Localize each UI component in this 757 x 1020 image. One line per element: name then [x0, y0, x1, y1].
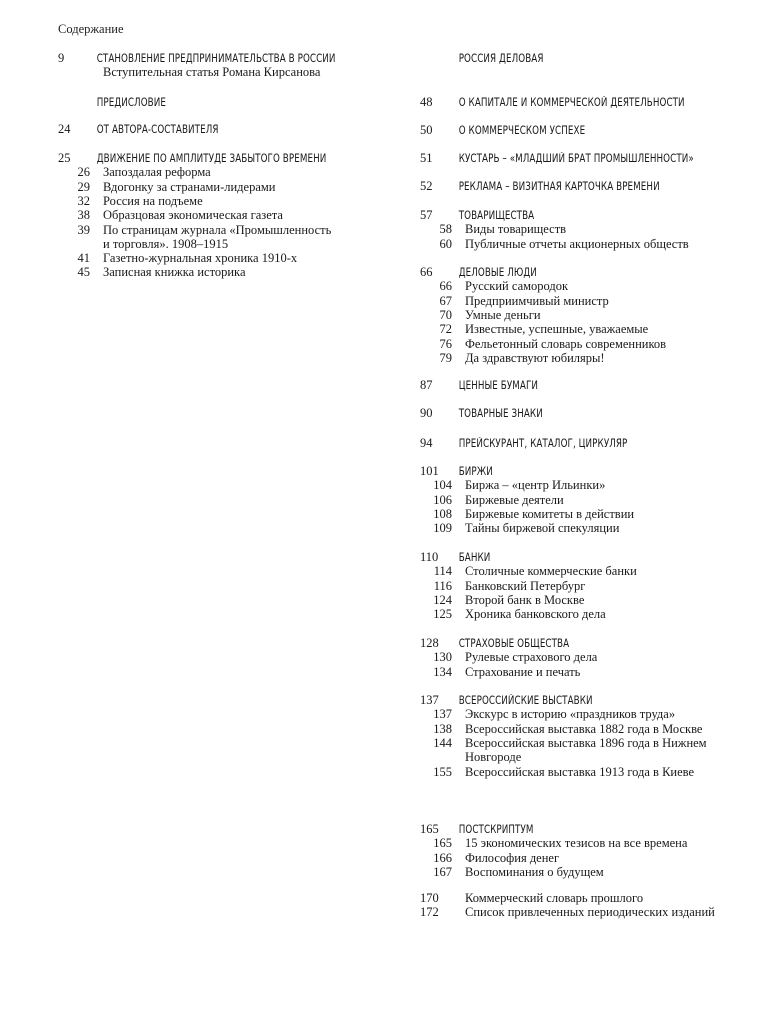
entry-title: Биржа – «центр Ильинки» [465, 478, 606, 493]
entry-title: Записная книжка историка [103, 265, 246, 280]
page-number: 70 [439, 307, 452, 322]
toc-entry [420, 478, 757, 492]
toc-entry [420, 493, 757, 507]
page-number: 137 [420, 693, 439, 707]
page-number: 114 [433, 564, 452, 579]
section-subtitle [58, 65, 320, 79]
entry-title: По страницам журнала «Промышленность [103, 222, 332, 237]
entry-title-continued: и торговля». 1908–1915 [103, 236, 229, 251]
toc-entry-continuation [420, 750, 521, 764]
page-number: 137 [433, 707, 452, 722]
page-number: 58 [439, 222, 452, 237]
entry-title: Биржевые комитеты в действии [465, 506, 635, 521]
toc-section-heading [420, 123, 757, 138]
toc-entry [58, 223, 398, 237]
toc-section-heading [420, 406, 757, 421]
entry-title: Образцовая экономическая газета [103, 208, 283, 223]
entry-title: Коммерческий словарь прошлого [465, 891, 644, 905]
entry-title: Предприимчивый министр [465, 293, 609, 308]
toc-entry [420, 507, 757, 521]
section-title: ПРЕДИСЛОВИЕ [96, 96, 166, 109]
entry-title: 15 экономических тезисов на все времена [465, 836, 688, 851]
page-number: 87 [420, 378, 433, 392]
page-number: 25 [58, 151, 71, 165]
section-title: РОССИЯ ДЕЛОВАЯ [458, 52, 544, 65]
toc-entry [420, 851, 757, 865]
entry-title: Фельетонный словарь современников [465, 336, 667, 351]
page-number: 94 [420, 436, 433, 450]
entry-title: Русский самородок [465, 279, 569, 294]
page-number: 128 [420, 636, 439, 650]
toc-entry [420, 351, 757, 365]
section-title: ДЕЛОВЫЕ ЛЮДИ [458, 266, 537, 279]
section-title: ДВИЖЕНИЕ ПО АМПЛИТУДЕ ЗАБЫТОГО ВРЕМЕНИ [96, 152, 327, 165]
page-number: 104 [433, 478, 452, 493]
toc-section-heading [420, 464, 757, 479]
page-title: Содержание [58, 22, 124, 36]
section-title: О КОММЕРЧЕСКОМ УСПЕХЕ [458, 124, 586, 137]
entry-title: Публичные отчеты акционерных обществ [465, 236, 689, 251]
section-title: О КАПИТАЛЕ И КОММЕРЧЕСКОЙ ДЕЯТЕЛЬНОСТИ [458, 96, 685, 109]
entry-title: Воспоминания о будущем [465, 864, 604, 879]
page-number: 101 [420, 464, 439, 478]
page-number: 144 [433, 735, 452, 750]
section-title: ПРЕЙСКУРАНТ, КАТАЛОГ, ЦИРКУЛЯР [458, 437, 628, 450]
entry-title: Экскурс в историю «праздников труда» [465, 707, 676, 722]
page-number: 67 [439, 293, 452, 308]
page-number: 45 [77, 265, 90, 280]
page-number: 66 [439, 279, 452, 294]
page-number: 72 [439, 322, 452, 337]
section-title: КУСТАРЬ – «МЛАДШИЙ БРАТ ПРОМЫШЛЕННОСТИ» [458, 152, 694, 165]
toc-entry [420, 865, 757, 879]
toc-entry [420, 579, 757, 593]
toc-section-heading [420, 95, 757, 110]
entry-title: Хроника банковского дела [465, 607, 606, 622]
toc-section-heading [58, 95, 398, 110]
toc-entry [420, 607, 757, 621]
page-number: 50 [420, 123, 433, 137]
entry-title: Вдогонку за странами-лидерами [103, 179, 276, 194]
page-number: 109 [433, 521, 452, 536]
toc-entry [58, 208, 398, 222]
page-number: 24 [58, 122, 71, 136]
toc-entry [420, 337, 757, 351]
toc-entry-continuation [58, 237, 228, 251]
toc-entry [58, 194, 398, 208]
page-number: 165 [420, 822, 439, 836]
page-number: 125 [433, 607, 452, 622]
page-number: 66 [420, 265, 433, 279]
toc-section-heading [58, 122, 398, 137]
toc-entry [58, 180, 398, 194]
entry-title: Да здравствуют юбиляры! [465, 350, 605, 365]
section-title: ВСЕРОССИЙСКИЕ ВЫСТАВКИ [458, 694, 593, 707]
toc-entry [58, 265, 398, 279]
entry-title: Запоздалая реформа [103, 165, 211, 180]
toc-entry [58, 165, 398, 179]
entry-title: Умные деньги [465, 307, 541, 322]
toc-section-heading [420, 436, 757, 451]
page-number: 167 [433, 864, 452, 879]
section-title: РЕКЛАМА – ВИЗИТНАЯ КАРТОЧКА ВРЕМЕНИ [458, 180, 660, 193]
page-number: 165 [433, 836, 452, 851]
entry-title: Газетно-журнальная хроника 1910-х [103, 251, 298, 266]
entry-title: Россия на подъеме [103, 193, 203, 208]
page-number: 124 [433, 592, 452, 607]
section-title: ПОСТСКРИПТУМ [458, 823, 534, 836]
entry-title: Банковский Петербург [465, 578, 586, 593]
page-number: 134 [433, 664, 452, 679]
toc-section-heading [58, 51, 398, 66]
page-number: 90 [420, 406, 433, 420]
page-number: 29 [77, 179, 90, 194]
page-number: 170 [420, 891, 439, 905]
toc-section-heading [420, 179, 757, 194]
toc-entry [420, 722, 757, 736]
page-number: 172 [420, 905, 439, 920]
page-number: 166 [433, 850, 452, 865]
page-number: 52 [420, 179, 433, 193]
page-number: 155 [433, 764, 452, 779]
page-number: 108 [433, 506, 452, 521]
entry-title: Философия денег [465, 850, 560, 865]
page-number: 130 [433, 650, 452, 665]
toc-entry [420, 707, 757, 721]
toc-entry [420, 891, 757, 905]
toc-entry [420, 564, 757, 578]
toc-section-heading [420, 550, 757, 565]
toc-section-heading [420, 151, 757, 166]
section-title: СТРАХОВЫЕ ОБЩЕСТВА [458, 637, 570, 650]
toc-section-heading [420, 208, 757, 223]
toc-section-heading [420, 378, 757, 393]
toc-section-heading [420, 265, 757, 280]
toc-entry [420, 650, 757, 664]
page-number: 39 [77, 222, 90, 237]
toc-entry [420, 736, 757, 750]
section-title: ТОВАРНЫЕ ЗНАКИ [458, 407, 543, 420]
toc-entry [420, 765, 757, 779]
page-number: 106 [433, 492, 452, 507]
entry-title: Второй банк в Москве [465, 592, 585, 607]
toc-section-heading [420, 51, 757, 66]
entry-title: Всероссийская выставка 1896 года в Нижнем [465, 735, 707, 750]
entry-title-continued: Новгороде [465, 750, 522, 765]
page-number: 48 [420, 95, 433, 109]
section-title: ТОВАРИЩЕСТВА [458, 209, 535, 222]
subtitle-text: Вступительная статья Романа Кирсанова [103, 65, 321, 80]
toc-entry [420, 836, 757, 850]
page-number: 26 [77, 165, 90, 180]
page-number: 38 [77, 208, 90, 223]
entry-title: Тайны биржевой спекуляции [465, 521, 620, 536]
page-number: 79 [439, 350, 452, 365]
entry-title: Список привлеченных периодических изданий [465, 905, 715, 920]
entry-title: Биржевые деятели [465, 492, 564, 507]
entry-title: Известные, успешные, уважаемые [465, 322, 649, 337]
toc-entry [420, 665, 757, 679]
toc-entry [420, 308, 757, 322]
toc-entry [420, 237, 757, 251]
section-title: ОТ АВТОРА-СОСТАВИТЕЛЯ [96, 123, 219, 136]
toc-entry [420, 905, 757, 919]
page-number: 51 [420, 151, 433, 165]
toc-section-heading [58, 151, 398, 166]
page-number: 41 [77, 251, 90, 266]
section-title: СТАНОВЛЕНИЕ ПРЕДПРИНИМАТЕЛЬСТВА В РОССИИ [96, 52, 336, 65]
toc-entry [420, 322, 757, 336]
entry-title: Страхование и печать [465, 664, 581, 679]
toc-entry [58, 251, 398, 265]
toc-entry [420, 294, 757, 308]
page-number: 110 [420, 550, 439, 564]
toc-entry [420, 593, 757, 607]
page-number: 32 [77, 193, 90, 208]
page-number: 138 [433, 721, 452, 736]
page-number: 76 [439, 336, 452, 351]
entry-title: Всероссийская выставка 1882 года в Москве [465, 721, 703, 736]
toc-entry [420, 521, 757, 535]
toc-entry [420, 279, 757, 293]
toc-entry [420, 222, 757, 236]
entry-title: Рулевые страхового дела [465, 650, 598, 665]
entry-title: Виды товариществ [465, 222, 567, 237]
toc-section-heading [420, 636, 757, 651]
page-number: 116 [433, 578, 452, 593]
section-title: ЦЕННЫЕ БУМАГИ [458, 379, 539, 392]
page-number: 60 [439, 236, 452, 251]
page-number: 9 [58, 51, 65, 65]
entry-title: Всероссийская выставка 1913 года в Киеве [465, 764, 695, 779]
toc-section-heading [420, 693, 757, 708]
toc-section-heading [420, 822, 757, 837]
section-title: БАНКИ [458, 551, 491, 564]
page-number: 57 [420, 208, 433, 222]
entry-title: Столичные коммерческие банки [465, 564, 637, 579]
section-title: БИРЖИ [458, 465, 493, 478]
